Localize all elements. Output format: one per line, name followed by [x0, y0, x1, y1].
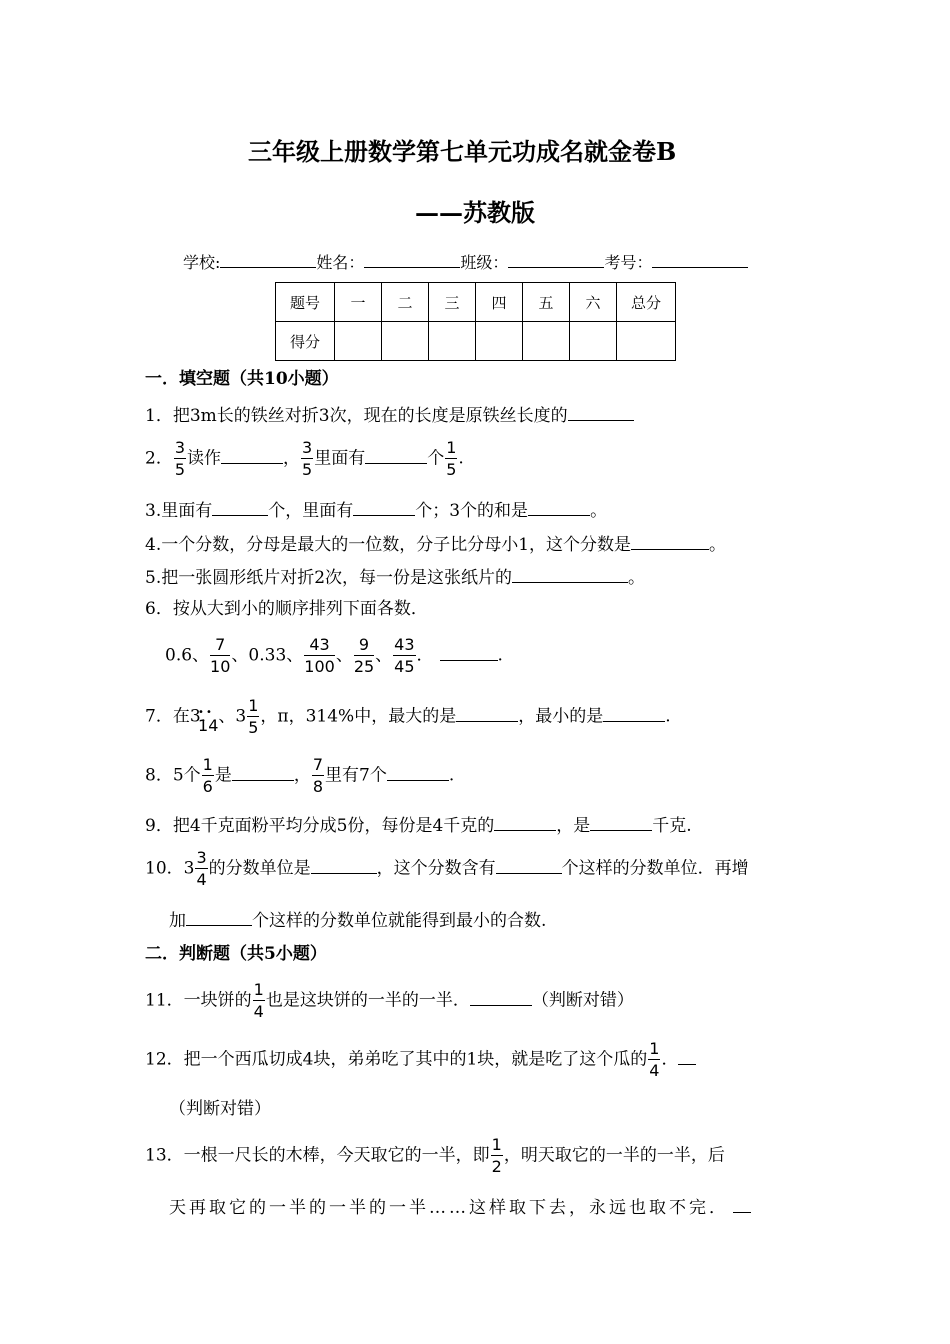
question-5	[145, 568, 645, 587]
repeating-decimal: •• 14	[198, 718, 218, 734]
q3-blank-1[interactable]	[212, 501, 268, 516]
q6-text: .	[497, 645, 503, 666]
fraction-denominator: 10	[210, 657, 231, 676]
fraction-denominator: 6	[202, 777, 213, 796]
q9-text: 9．把4千克面粉平均分成5份，每份是4千克的	[145, 816, 495, 836]
q12-text: ．	[661, 1049, 679, 1070]
section-heading-fill-in: 一．填空题（共10小题）	[145, 369, 339, 389]
q10-text: 10．3	[145, 858, 195, 879]
q8-text: .	[448, 765, 455, 786]
name-label: 姓名：	[316, 253, 365, 272]
q6-text: 0.6、	[165, 645, 210, 666]
q9-blank-1[interactable]	[494, 816, 556, 831]
q6-text: 、	[335, 645, 353, 666]
name-blank[interactable]	[364, 253, 460, 268]
fraction-numerator: 9	[354, 637, 374, 656]
page-subtitle: ——苏教版	[415, 198, 535, 227]
fraction	[312, 757, 324, 795]
question-3	[145, 501, 607, 520]
fraction-numerator: 1	[248, 696, 259, 715]
score-cell[interactable]	[570, 322, 617, 361]
score-header-cell: 一	[335, 283, 382, 322]
fraction	[354, 637, 374, 675]
q11-blank[interactable]	[470, 991, 532, 1006]
fraction	[445, 440, 457, 478]
q2-blank-count[interactable]	[365, 449, 427, 464]
fraction-numerator: 43	[394, 635, 415, 654]
q10-text: ，这个分数含有	[376, 858, 496, 879]
question-10-cont	[169, 911, 546, 930]
fraction-numerator: 1	[649, 1039, 660, 1058]
score-row-label: 得分	[276, 322, 335, 361]
q4-text: 。	[709, 535, 727, 555]
q3-text: 个，里面有	[268, 501, 354, 521]
section-heading-true-false: 二．判断题（共5小题）	[145, 944, 327, 964]
fraction	[195, 850, 207, 888]
q13-text: ，明天取它的一半的一半，后	[503, 1145, 725, 1166]
q2-text: ，	[283, 448, 301, 469]
score-cell[interactable]	[382, 322, 429, 361]
question-13-cont	[169, 1198, 751, 1217]
q6-text: 、0.33、	[231, 645, 304, 666]
score-header-cell: 总分	[617, 283, 676, 322]
score-cell[interactable]	[476, 322, 523, 361]
q2-text: 里面有	[314, 448, 366, 469]
q8-text: 里有7个	[325, 765, 387, 786]
fraction	[393, 637, 415, 675]
question-9	[145, 816, 692, 835]
q10-text: 个这样的分数单位．再增	[561, 858, 749, 879]
fraction-numerator: 7	[312, 755, 324, 774]
fraction-numerator: 1	[491, 1135, 502, 1154]
fraction-numerator: 3	[174, 438, 186, 457]
class-blank[interactable]	[508, 253, 604, 268]
fraction-denominator: 4	[196, 870, 207, 889]
fraction	[648, 1041, 660, 1079]
q13-text: 天再取它的一半的一半的一半……这样取下去，永远也取不完．	[169, 1198, 729, 1218]
q7-blank-max[interactable]	[456, 707, 518, 722]
student-info-line	[183, 253, 748, 271]
fraction-denominator: 5	[302, 460, 313, 479]
fraction-numerator: 7	[210, 637, 230, 656]
q10-blank-3[interactable]	[186, 911, 252, 926]
q12-blank[interactable]	[678, 1050, 696, 1065]
q6-blank[interactable]	[440, 646, 498, 661]
score-header-cell: 四	[476, 283, 523, 322]
question-12-cont: （判断对错）	[169, 1099, 271, 1119]
q7-text: .	[665, 706, 671, 727]
q4-blank[interactable]	[631, 535, 709, 550]
score-header-cell: 三	[429, 283, 476, 322]
q9-blank-2[interactable]	[590, 816, 652, 831]
question-7	[145, 698, 671, 736]
q1-text: 1．把3m长的铁丝对折3次，现在的长度是原铁丝长度的	[145, 406, 568, 426]
q9-text: 千克.	[652, 816, 692, 836]
q2-text: 个	[427, 448, 445, 469]
class-label: 班级：	[460, 253, 509, 272]
score-cell[interactable]	[335, 322, 382, 361]
fraction-denominator: 4	[253, 1002, 264, 1021]
fraction-denominator: 2	[491, 1157, 502, 1176]
fraction-denominator: 5	[446, 460, 457, 479]
fraction-numerator: 1	[253, 980, 264, 999]
page-title: 三年级上册数学第七单元功成名就金卷B	[248, 137, 677, 166]
fraction-numerator: 1	[202, 755, 213, 774]
q13-blank[interactable]	[733, 1198, 751, 1213]
fraction	[174, 440, 186, 478]
score-table-score-row	[276, 322, 676, 361]
fraction-numerator: 3	[196, 848, 207, 867]
school-blank[interactable]	[220, 253, 316, 268]
question-13	[145, 1137, 725, 1175]
question-8	[145, 757, 454, 795]
score-table	[275, 282, 676, 361]
q1-answer-blank[interactable]	[568, 406, 634, 421]
q11-text: 也是这块饼的一半的一半．	[265, 990, 470, 1011]
q10-blank-1[interactable]	[311, 859, 377, 874]
q7-text: ，最小的是	[518, 706, 604, 727]
q7-text: 、3	[218, 706, 247, 727]
q11-text: 11．一块饼的	[145, 990, 252, 1011]
question-2	[145, 440, 464, 478]
fraction	[247, 698, 259, 736]
fraction	[304, 637, 335, 675]
q2-blank-read[interactable]	[221, 449, 283, 464]
score-header-cell: 题号	[276, 283, 335, 322]
q3-text: 3.里面有	[145, 501, 213, 521]
q8-text: 是	[214, 765, 232, 786]
q7-text: ，π，314%中，最大的是	[260, 706, 457, 727]
q10-text: 的分数单位是	[208, 858, 311, 879]
q3-text: 个；3个的和是	[415, 501, 529, 521]
fraction-denominator: 8	[312, 777, 324, 796]
q10-text: 个这样的分数单位就能得到最小的合数.	[252, 911, 547, 931]
school-label: 学校:	[183, 253, 221, 272]
fraction-numerator: 3	[302, 438, 313, 457]
q2-num: 2．	[145, 448, 173, 469]
score-cell[interactable]	[523, 322, 570, 361]
fraction-denominator: 5	[174, 460, 186, 479]
q3-text: 。	[590, 501, 608, 521]
q8-blank-1[interactable]	[232, 766, 294, 781]
fraction-numerator: 43	[304, 637, 335, 656]
score-header-cell: 六	[570, 283, 617, 322]
q12-text: 12．把一个西瓜切成4块，弟弟吃了其中的1块，就是吃了这个瓜的	[145, 1049, 648, 1070]
fraction	[301, 440, 313, 478]
exam-no-blank[interactable]	[652, 253, 748, 268]
question-6-number-list	[165, 637, 503, 675]
fraction-denominator: 4	[649, 1061, 660, 1080]
q3-blank-3[interactable]	[528, 501, 590, 516]
fraction-numerator: 1	[446, 438, 457, 457]
score-table-header-row	[276, 283, 676, 322]
q8-text: 8．5个	[145, 765, 201, 786]
score-cell[interactable]	[617, 322, 676, 361]
q8-text: ，	[293, 765, 311, 786]
q5-text: 。	[628, 568, 646, 588]
question-10	[145, 850, 749, 888]
fraction	[491, 1137, 503, 1175]
fraction	[202, 757, 214, 795]
q5-text: 5.把一张圆形纸片对折2次，每一份是这张纸片的	[145, 568, 513, 588]
q11-text: （判断对错）	[531, 990, 634, 1011]
q10-blank-2[interactable]	[496, 859, 562, 874]
q6-text: 、	[375, 645, 393, 666]
q3-blank-2[interactable]	[353, 501, 415, 516]
question-11	[145, 982, 634, 1020]
q5-blank[interactable]	[512, 568, 628, 583]
q10-text: 加	[169, 911, 186, 931]
q7-text: 7．在3.	[145, 706, 207, 727]
q13-text: 13．一根一尺长的木棒，今天取它的一半，即	[145, 1145, 490, 1166]
q4-text: 4.一个分数，分母是最大的一位数，分子比分母小1，这个分数是	[145, 535, 632, 555]
score-header-cell: 五	[523, 283, 570, 322]
score-header-cell: 二	[382, 283, 429, 322]
q9-text: ，是	[556, 816, 591, 836]
fraction	[253, 982, 265, 1020]
q2-text: .	[458, 448, 464, 469]
q6-text: ．	[416, 645, 434, 666]
question-6: 6．按从大到小的顺序排列下面各数．	[145, 599, 428, 619]
q8-blank-2[interactable]	[387, 766, 449, 781]
question-4	[145, 535, 726, 554]
fraction-denominator: 5	[248, 718, 259, 737]
fraction-denominator: 45	[394, 657, 415, 676]
question-12	[145, 1041, 696, 1079]
exam-no-label: 考号：	[604, 253, 653, 272]
fraction-denominator: 100	[304, 657, 335, 676]
fraction-denominator: 25	[353, 657, 375, 676]
score-cell[interactable]	[429, 322, 476, 361]
fraction	[210, 637, 230, 675]
q7-blank-min[interactable]	[603, 707, 665, 722]
question-1	[145, 406, 634, 425]
q2-text: 读作	[187, 448, 222, 469]
